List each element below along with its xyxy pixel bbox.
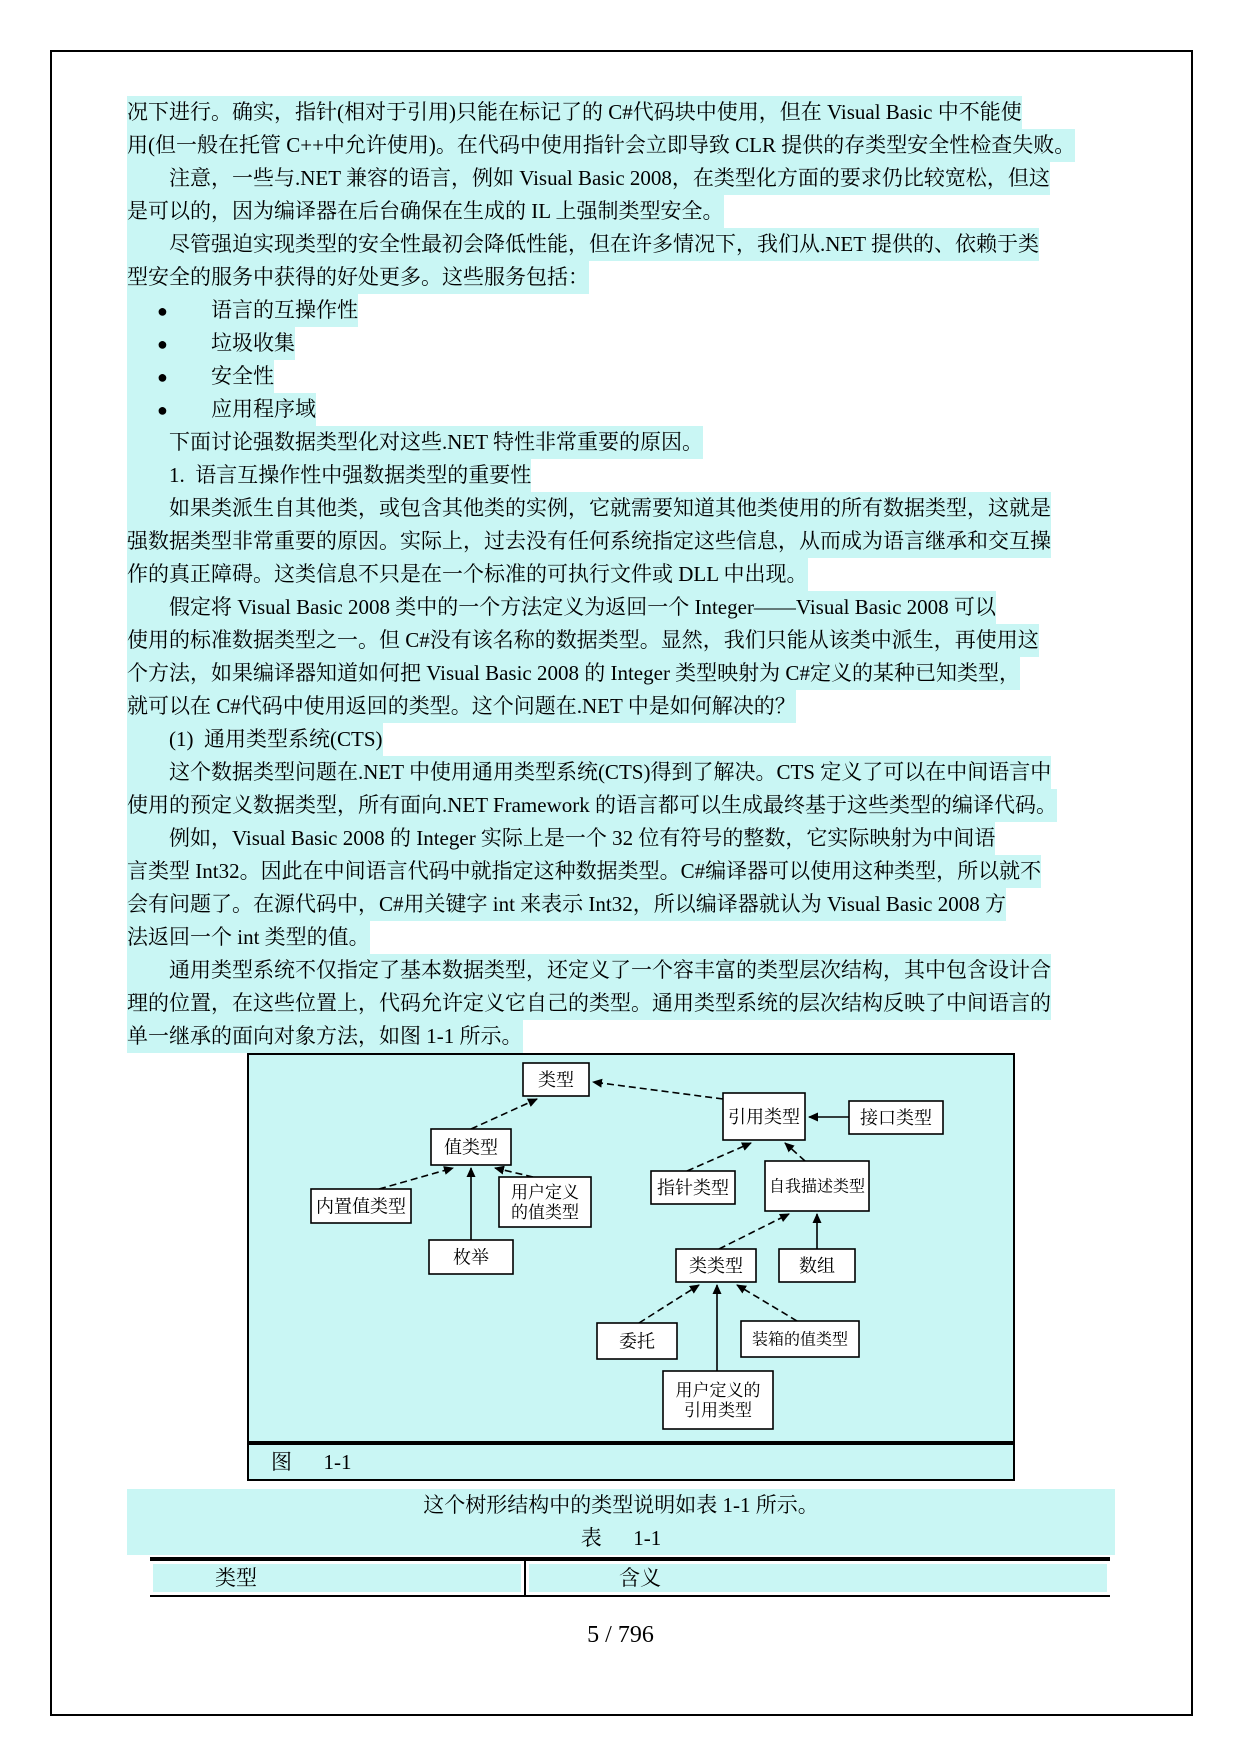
text-line: 型安全的服务中获得的好处更多。这些服务包括： (127, 261, 1007, 294)
diagram-node-class-type (676, 1249, 756, 1282)
text-line: 法返回一个 int 类型的值。 (127, 921, 1007, 954)
svg-text:用户定义的引用类型: 用户定义的引用类型 (675, 1380, 761, 1420)
text-line: 会有问题了。在源代码中，C#用关键字 int 来表示 Int32，所以编译器就认为 Visual Basic 2008 方 (127, 888, 1007, 921)
text-line: (1) 通用类型系统(CTS) (127, 723, 1007, 756)
svg-text:委托: 委托 (619, 1331, 655, 1352)
diagram-node-self-describing-type (765, 1161, 869, 1211)
edge-value-type-to-type (471, 1099, 537, 1129)
text-line (127, 327, 1007, 360)
table-header-meaning: 含义 (529, 1564, 1107, 1592)
text-line: 况下进行。确实，指针(相对于引用)只能在标记了的 C#代码块中使用，但在 Visual Basic 中不能使 (127, 96, 1007, 129)
text-line: 使用的标准数据类型之一。但 C#没有该名称的数据类型。显然，我们只能从该类中派生，再使用这 (127, 624, 1007, 657)
edge-reference-type-to-type (593, 1082, 723, 1099)
edge-class-type-to-self-describing-type (719, 1214, 789, 1249)
diagram-node-boxed-value-type (741, 1321, 859, 1357)
bullet-label: 应用程序域 (211, 397, 316, 421)
svg-text:值类型: 值类型 (444, 1137, 498, 1158)
diagram-node-user-defined-reference-type (663, 1371, 773, 1429)
text-line: 1. 语言互操作性中强数据类型的重要性 (127, 459, 1007, 492)
svg-text:内置值类型: 内置值类型 (316, 1196, 406, 1217)
bullet-icon: ● (157, 367, 168, 387)
text-line (127, 360, 1007, 393)
svg-text:接口类型: 接口类型 (860, 1107, 932, 1128)
figure-note-line: 这个树形结构中的类型说明如表 1-1 所示。 (127, 1489, 1115, 1522)
table-header-type: 类型 (153, 1564, 521, 1592)
bullet-label: 安全性 (211, 364, 274, 388)
text-line: 就可以在 C#代码中使用返回的类型。这个问题在.NET 中是如何解决的？ (127, 690, 1007, 723)
text-line: 注意，一些与.NET 兼容的语言，例如 Visual Basic 2008，在类型化方面的要求仍比较宽松，但这 (127, 162, 1007, 195)
diagram-node-reference-type (723, 1093, 805, 1140)
diagram-node-interface-type (849, 1101, 943, 1134)
bullet-icon: ● (157, 400, 168, 420)
svg-text:装箱的值类型: 装箱的值类型 (751, 1331, 849, 1349)
diagram-node-array (779, 1249, 855, 1282)
svg-text:数组: 数组 (799, 1255, 835, 1276)
table-title: 表 1-1 (127, 1522, 1115, 1555)
figure-caption: 图 1-1 (247, 1441, 1015, 1481)
bullet-icon: ● (157, 301, 168, 321)
text-line (127, 294, 1007, 327)
text-line: 作的真正障碍。这类信息不只是在一个标准的可执行文件或 DLL 中出现。 (127, 558, 1007, 591)
text-line: 下面讨论强数据类型化对这些.NET 特性非常重要的原因。 (127, 426, 1007, 459)
text-line: 使用的预定义数据类型，所有面向.NET Framework 的语言都可以生成最终基于这些类型的编译代码。 (127, 789, 1007, 822)
page-number: 5 / 796 (587, 1622, 654, 1648)
bullet-icon: ● (157, 334, 168, 354)
diagram-node-enumeration (429, 1240, 513, 1274)
svg-text:指针类型: 指针类型 (657, 1177, 729, 1198)
text-line: 言类型 Int32。因此在中间语言代码中就指定这种数据类型。C#编译器可以使用这种类型，所以就不 (127, 855, 1007, 888)
table-header-row (150, 1561, 1110, 1595)
diagram-node-built-in-value-type (311, 1189, 411, 1223)
text-line: 假定将 Visual Basic 2008 类中的一个方法定义为返回一个 Integer——Visual Basic 2008 可以 (127, 591, 1007, 624)
text-line: 强数据类型非常重要的原因。实际上，过去没有任何系统指定这些信息，从而成为语言继承和交互操 (127, 525, 1007, 558)
edge-delegate-to-class-type (639, 1285, 699, 1323)
edge-user-defined-value-type-to-value-type (495, 1168, 533, 1177)
text-line: 通用类型系统不仅指定了基本数据类型，还定义了一个容丰富的类型层次结构，其中包含设计合 (127, 954, 1007, 987)
text-line: 个方法，如果编译器知道如何把 Visual Basic 2008 的 Integer 类型映射为 C#定义的某种已知类型， (127, 657, 1007, 690)
body-text (127, 96, 1076, 1053)
svg-text:类型: 类型 (538, 1069, 574, 1090)
text-line (127, 393, 1007, 426)
figure-1-1 (247, 1053, 1015, 1481)
svg-text:类类型: 类类型 (689, 1255, 743, 1276)
text-line: 用(但一般在托管 C++中允许使用)。在代码中使用指针会立即导致 CLR 提供的存类型安全性检查失败。 (127, 129, 1007, 162)
text-line: 尽管强迫实现类型的安全性最初会降低性能，但在许多情况下，我们从.NET 提供的、依赖于类 (127, 228, 1007, 261)
text-line: 例如，Visual Basic 2008 的 Integer 实际上是一个 32 位有符号的整数，它实际映射为中间语 (127, 822, 1007, 855)
edge-pointer-type-to-reference-type (687, 1143, 751, 1171)
svg-text:用户定义的值类型: 用户定义的值类型 (511, 1182, 579, 1222)
diagram-node-user-defined-value-type (499, 1177, 591, 1227)
figure-canvas (247, 1053, 1015, 1441)
text-line: 单一继承的面向对象方法，如图 1-1 所示。 (127, 1020, 1007, 1053)
text-line: 这个数据类型问题在.NET 中使用通用类型系统(CTS)得到了解决。CTS 定义了可以在中间语言中 (127, 756, 1007, 789)
diagram-node-value-type (431, 1129, 511, 1165)
type-hierarchy-diagram (249, 1055, 1013, 1441)
svg-text:枚举: 枚举 (453, 1247, 489, 1268)
svg-text:自我描述类型: 自我描述类型 (768, 1178, 866, 1196)
svg-text:引用类型: 引用类型 (728, 1106, 800, 1127)
table-1-1 (150, 1557, 1110, 1597)
edge-built-in-value-type-to-value-type (379, 1168, 453, 1189)
diagram-node-type (523, 1063, 589, 1096)
edge-boxed-value-type-to-class-type (737, 1285, 797, 1321)
diagram-node-pointer-type (651, 1171, 735, 1204)
text-line: 理的位置，在这些位置上，代码允许定义它自己的类型。通用类型系统的层次结构反映了中间语言的 (127, 987, 1007, 1020)
edge-self-describing-type-to-reference-type (785, 1143, 805, 1161)
bullet-label: 垃圾收集 (211, 331, 295, 355)
text-line: 是可以的，因为编译器在后台确保在生成的 IL 上强制类型安全。 (127, 195, 1007, 228)
bullet-label: 语言的互操作性 (211, 298, 358, 322)
text-line: 如果类派生自其他类，或包含其他类的实例，它就需要知道其他类使用的所有数据类型，这就是 (127, 492, 1007, 525)
diagram-node-delegate (597, 1323, 677, 1359)
table-column-divider (524, 1561, 526, 1595)
